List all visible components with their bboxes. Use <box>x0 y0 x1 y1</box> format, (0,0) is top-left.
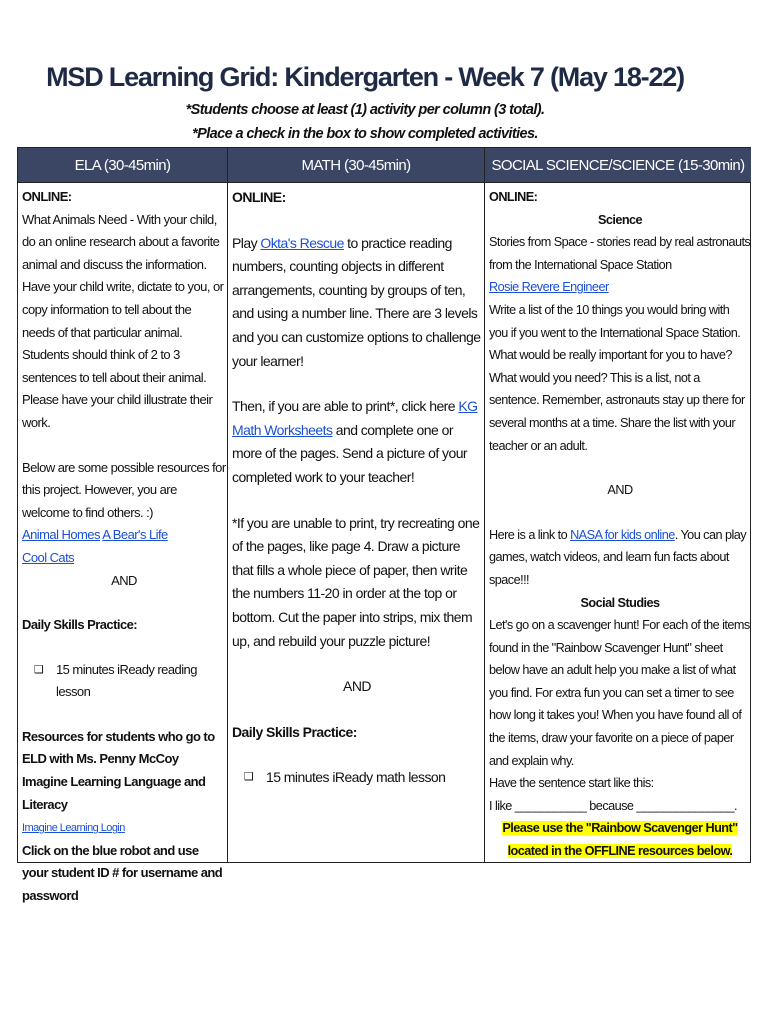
ela-daily-skills-label: Daily Skills Practice: <box>22 617 138 633</box>
math-iready-item <box>232 766 482 790</box>
imagine-learning-instructions: Click on the blue robot and use your student ID # for username and password <box>22 842 223 904</box>
imagine-learning-label: Imagine Learning Language and Literacy <box>22 774 206 812</box>
bears-life-link[interactable]: A Bear's Life <box>102 527 168 543</box>
column-header-science: SOCIAL SCIENCE/SCIENCE (15-30min) <box>485 148 751 182</box>
math-worksheet-paragraph: Then, if you are able to print*, click here KG Math Worksheets and complete one or more of the pages. Send a picture of your completed work to your teacher! <box>232 398 478 485</box>
social-studies-heading: Social Studies <box>580 595 660 610</box>
ela-resources-text: Below are some possible resources for this project. However, you are welcome to find others. :) <box>22 459 226 520</box>
eld-resources-label: Resources for students who go to ELD with Ms. Penny McCoy <box>22 728 215 767</box>
rainbow-hunt-note-1: Please use the "Rainbow Scavenger Hunt" <box>502 821 738 836</box>
animal-homes-link[interactable]: Animal Homes <box>22 527 100 543</box>
science-heading: Science <box>597 212 643 227</box>
rosie-revere-link[interactable]: Rosie Revere Engineer <box>489 280 609 295</box>
math-and-label: AND <box>343 678 371 695</box>
header-divider <box>18 182 750 183</box>
science-online-label: ONLINE: <box>489 190 538 204</box>
ela-iready-item <box>22 659 226 704</box>
stories-from-space-text: Stories from Space - stories read by real astronauts from the International Space Station <box>489 235 751 272</box>
learning-grid-table <box>17 147 751 904</box>
ela-and-label: AND <box>111 572 137 588</box>
math-iready-text: 15 minutes iReady math lesson <box>266 769 446 786</box>
column-header-math: MATH (30-45min) <box>228 148 484 182</box>
nasa-paragraph: Here is a link to NASA for kids online. You can play games, watch videos, and learn fun facts about space!!! <box>489 527 747 587</box>
science-and-label: AND <box>607 483 633 498</box>
oktas-rescue-link[interactable]: Okta's Rescue <box>260 234 344 251</box>
instruction-line-1: *Students choose at least (1) activity per column (3 total). <box>185 102 545 118</box>
kg-math-worksheets-link[interactable]: KG Math Worksheets <box>232 398 478 438</box>
instruction-line-2: *Place a check in the box to show completed activities. <box>192 126 538 142</box>
checkbox-icon[interactable]: ❑ <box>34 663 44 676</box>
sentence-start-text: Have the sentence start like this: <box>489 776 654 791</box>
ela-online-label: ONLINE: <box>22 189 72 204</box>
column-divider <box>227 148 228 862</box>
page-title: MSD Learning Grid: Kindergarten - Week 7 (May 18-22) <box>46 62 684 92</box>
space-list-text: Write a list of the 10 things you would bring with you if you went to the International Space Station. What would be really important for you to have? What would you need? This is a list, not a sentence. Remember, astronauts stay up there for several months at a time. Share the list with your teacher or an adult. <box>489 302 745 453</box>
math-column <box>232 186 482 790</box>
science-column <box>489 186 751 863</box>
ela-column <box>22 186 226 908</box>
math-okta-paragraph: Play Okta's Rescue to practice reading numbers, counting objects in different arrangements, counting by groups of ten, and using a number line. There are 3 levels and you can customize options to challenge your learner! <box>232 234 481 369</box>
checkbox-icon[interactable]: ❑ <box>244 771 254 784</box>
rainbow-hunt-note-2: located in the OFFLINE resources below. <box>507 844 733 859</box>
ela-activity-text: What Animals Need - With your child, do an online research about a favorite animal and discuss the information. Have your child write, dictate to you, or copy information to tell about the needs of that particular animal. Students should think of 2 to 3 sentences to tell about their animal. Please have your child illustrate their work. <box>22 211 224 430</box>
scavenger-hunt-text: Let's go on a scavenger hunt! For each of the items found in the "Rainbow Scavenger Hunt" sheet below have an adult help you make a list of what you find. For extra fun you can set a timer to see how long it takes you! When you have found all of the items, draw your favorite on a piece of paper and explain why. <box>489 618 750 768</box>
imagine-learning-login-link[interactable]: Imagine Learning Login <box>22 822 125 835</box>
ela-iready-text: 15 minutes iReady reading lesson <box>56 661 197 700</box>
math-daily-skills-label: Daily Skills Practice: <box>232 723 357 740</box>
column-divider <box>484 148 485 862</box>
sentence-frame-text: I like ___________ because _______________. <box>489 798 737 813</box>
nasa-kids-link[interactable]: NASA for kids online <box>570 527 675 542</box>
math-no-print-paragraph: *If you are unable to print, try recreating one of the pages, like page 4. Draw a picture that fills a whole piece of paper, then write the numbers 11-20 in order at the top or bottom. Cut the paper into strips, mix them up, and rebuild your puzzle picture! <box>232 514 480 649</box>
cool-cats-link[interactable]: Cool Cats <box>22 549 75 565</box>
math-online-label: ONLINE: <box>232 189 286 205</box>
column-header-ela: ELA (30-45min) <box>18 148 227 182</box>
